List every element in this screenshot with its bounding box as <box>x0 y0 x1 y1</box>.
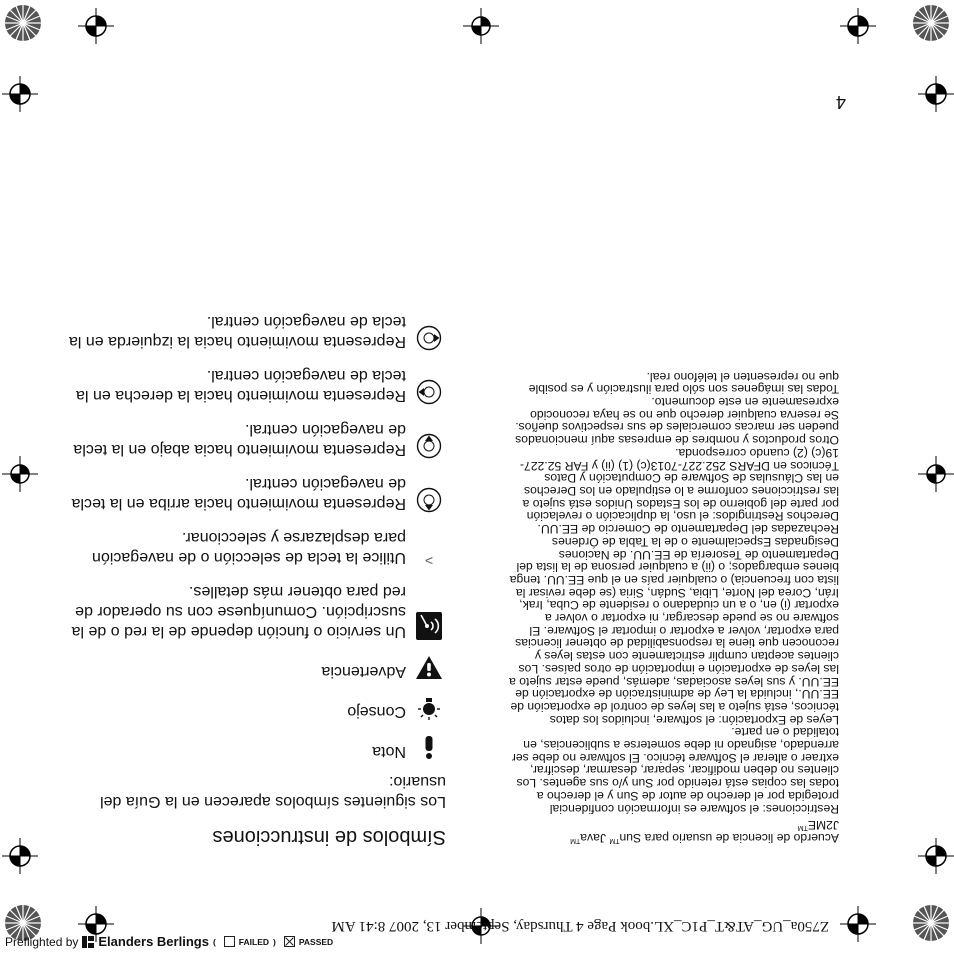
preflight-prefix: Preflighted by <box>5 934 79 949</box>
nav-down-icon <box>412 433 446 459</box>
nav-right-icon <box>412 379 446 405</box>
nav-up-icon <box>412 487 446 513</box>
trademark-mark: TM <box>797 824 808 832</box>
symbol-row-nav-left <box>66 311 446 351</box>
symbol-label: Representa movimiento hacia la derecha en la tecla de navegación central. <box>76 367 406 404</box>
symbol-label: Representa movimiento hacia la izquierda en la tecla de navegación central. <box>68 313 406 350</box>
license-paragraph: Se reserva cualquier derecho que no se haya reconocido expresamente en este documento. <box>530 395 839 422</box>
failed-checkbox <box>224 936 235 947</box>
symbol-label: Utilice la tecla de selección o de navegación para desplazarse y seleccionar. <box>92 529 406 566</box>
page-number: 4 <box>835 92 846 112</box>
symbol-label: Advertencia <box>321 663 406 680</box>
tip-icon <box>412 695 446 721</box>
failed-label: FAILED <box>238 936 270 947</box>
symbols-section <box>66 297 446 849</box>
license-paragraph: Leyes de Exportación: el software, incluidos los datos técnicos, está sujeto a las leyes de control de exportación de EE.UU., incluida la Ley de administración de exportación de EE.UU. y sus leyes asociadas, además, puede estar sujeto a las leyes de exportación e importación de otros países. Los clientes aceptan cumplir estrictamente con estas leyes y reconocen que tiene la responsabilidad de obtener licencias para exportar, volver a exportar o importar el Software. El software no se puede descargar, ni exportar o volver a exportar (i) en, o a un ciudadano o residente de Cuba, Irak, Irán, Corea del Norte, Libia, Sudán, Siria (se debe revisar la lista con frecuencia) o cualquier país en el que EE.UU. tenga bienes embargados; o (ii) a cualquier persona de la lista del Departamento de Tesorería de EE.UU. de Naciones Designadas Especialmente o de la Tabla de Órdenes Rechazadas del Departamento de Comercio de EE.UU. <box>509 522 839 727</box>
license-section <box>509 370 839 844</box>
symbol-row-note <box>66 735 446 761</box>
trademark-mark: TM <box>570 837 581 845</box>
warning-icon <box>412 655 446 681</box>
symbol-row-select <box>66 527 446 567</box>
license-paragraph: Todas las imágenes son sólo para ilustración y es posible que no representen el teléfono real. <box>528 369 839 397</box>
symbol-label: Consejo <box>347 703 406 720</box>
symbol-label: Un servicio o función depende de la red o de la suscripción. Comuníquese con su operador de red para obtener más detalles. <box>71 583 406 640</box>
passed-label: PASSED <box>298 936 334 947</box>
license-heading <box>509 819 839 844</box>
license-paragraph: Otros productos y nombres de empresas aquí mencionados pueden ser marcas comerciales de sus respectivos dueños. <box>515 420 839 448</box>
symbol-row-tip <box>66 695 446 721</box>
license-j2me-text: J2ME <box>807 818 839 833</box>
symbol-label: Nota <box>372 743 406 760</box>
symbol-row-network <box>66 581 446 641</box>
trademark-mark: TM <box>609 837 620 845</box>
paren-open: ( <box>212 936 216 947</box>
nav-left-icon <box>412 325 446 351</box>
passed-checkbox <box>284 936 295 947</box>
license-paragraph: Derechos Restringidos: el uso, la duplicación o revelación por parte del gobierno de los Estados Unidos está sujeto a las restricciones conforme a lo estipulado en los Derechos en las Cláusulas de Software de Computación y Datos Técnicos en DFARS 252.227-7013(c) (1) (ii) y FAR 52.227-19(c) (2) cuando corresponda. <box>519 445 839 524</box>
network-service-icon <box>412 611 446 641</box>
preflight-brand: Elanders Berlings <box>98 934 209 949</box>
symbol-label: Representa movimiento hacia abajo en la tecla de navegación central. <box>73 421 406 458</box>
paren-close: ) <box>273 936 276 947</box>
section-title: Símbolos de instrucciones <box>212 826 446 848</box>
note-icon <box>412 735 446 761</box>
symbol-row-nav-up <box>66 473 446 513</box>
elanders-logo-icon <box>82 936 94 948</box>
license-lead-text: Acuerdo de licencia de usuario para Sun <box>619 831 839 845</box>
section-intro: Los siguientes símbolos aparecen en la Guía del usuario: <box>100 773 446 810</box>
license-java-text: Java <box>580 831 610 845</box>
greater-than-icon: > <box>424 553 434 569</box>
symbol-row-warning <box>66 655 446 681</box>
license-paragraph: Restricciones: el software es información confidencial protegida por el derecho de autor de Sun y el derecho a todas las copias está retenido por Sun y/o sus agentes. Los clientes no deben modificar, separar, desarmar, descifrar, extraer o alterar el Software técnico. El software no debe ser arrendado, asignado ni debe someterse a sublicencias, en totalidad o en parte. <box>511 725 839 816</box>
symbol-label: Representa movimiento hacia arriba en la tecla de navegación central. <box>71 475 406 512</box>
preflight-stamp <box>5 934 333 949</box>
slug-line: Z750a_UG_AT&T_P1C_XL.book Page 4 Thursday, September 13, 2007 8:41 AM <box>331 918 829 934</box>
symbol-row-nav-right <box>66 365 446 405</box>
symbol-row-nav-down <box>66 419 446 459</box>
